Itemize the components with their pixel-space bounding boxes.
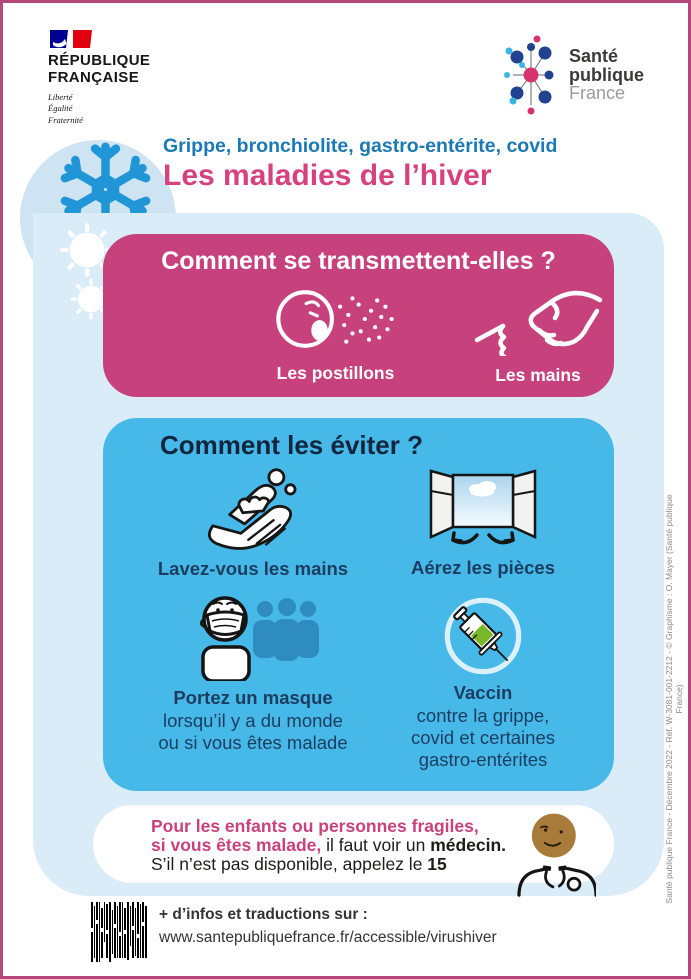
prevention-item-label: Aérez les pièces xyxy=(411,557,555,578)
advice-line1: Pour les enfants ou personnes fragiles, xyxy=(151,816,479,836)
advice-line2-bold: médecin. xyxy=(430,835,507,855)
spf-logo-text: Santé publique France xyxy=(569,45,644,104)
sante-publique-france-logo xyxy=(504,33,644,117)
transmission-item-mains xyxy=(433,284,643,386)
masked-person-icon xyxy=(187,593,319,681)
handshake-icon xyxy=(472,284,604,356)
rf-logo-title: RÉPUBLIQUE FRANÇAISE xyxy=(48,52,151,86)
page-title: Les maladies de l’hiver xyxy=(163,159,492,192)
advice-line3-text: S’il n’est pas disponible, appelez le xyxy=(151,854,428,874)
prevention-item-text: gastro-entérites xyxy=(418,749,548,770)
prevention-item-label: Lavez-vous les mains xyxy=(157,558,349,579)
publication-credit: Santé publique France - Décembre 2022 - Réf. W-3081-001-2212 - © Graphisme : O. Mayer (Santé publique France) xyxy=(664,494,684,904)
prevention-heading: Comment les éviter ? xyxy=(160,430,423,460)
prevention-item-vaccine xyxy=(343,596,623,771)
transmission-item-label: Les postillons xyxy=(276,363,395,383)
republique-francaise-logo xyxy=(48,27,198,126)
prevention-item-text: contre la grippe, xyxy=(416,705,550,726)
syringe-icon xyxy=(443,596,523,676)
prevention-item-air-rooms xyxy=(343,463,623,580)
doctor-icon xyxy=(508,808,596,898)
french-flag-icon xyxy=(48,27,94,53)
spf-network-icon xyxy=(504,33,562,117)
prevention-item-text: ou si vous êtes malade xyxy=(158,732,348,753)
advice-emergency-number: 15 xyxy=(427,854,447,874)
sneeze-face-icon xyxy=(274,284,398,354)
poster-subtitle: Grippe, bronchiolite, gastro-entérite, covid xyxy=(163,135,558,157)
prevention-item-text: lorsqu’il y a du monde xyxy=(163,710,343,731)
footer-url: www.santepubliquefrance.fr/accessible/virushiver xyxy=(159,929,497,947)
footer-info-label: + d’infos et traductions sur : xyxy=(159,906,368,923)
transmission-item-postillons xyxy=(208,284,463,384)
medical-advice-text xyxy=(151,817,506,874)
prevention-card xyxy=(103,418,614,791)
qr-code xyxy=(91,902,147,962)
prevention-item-text: covid et certaines xyxy=(411,727,555,748)
rf-logo-motto: Liberté Égalité Fraternité xyxy=(48,91,83,125)
advice-line2-text: il faut voir un xyxy=(321,835,431,855)
prevention-item-label: Vaccin xyxy=(453,682,513,703)
transmission-card xyxy=(103,234,614,397)
footer-info xyxy=(159,903,497,950)
wash-hands-icon xyxy=(201,466,305,552)
transmission-heading: Comment se transmettent-elles ? xyxy=(161,247,556,275)
open-window-icon xyxy=(427,463,539,551)
advice-line2-highlight: si vous êtes malade, xyxy=(151,835,322,855)
prevention-item-label: Portez un masque xyxy=(173,687,333,708)
transmission-item-label: Les mains xyxy=(495,365,581,385)
